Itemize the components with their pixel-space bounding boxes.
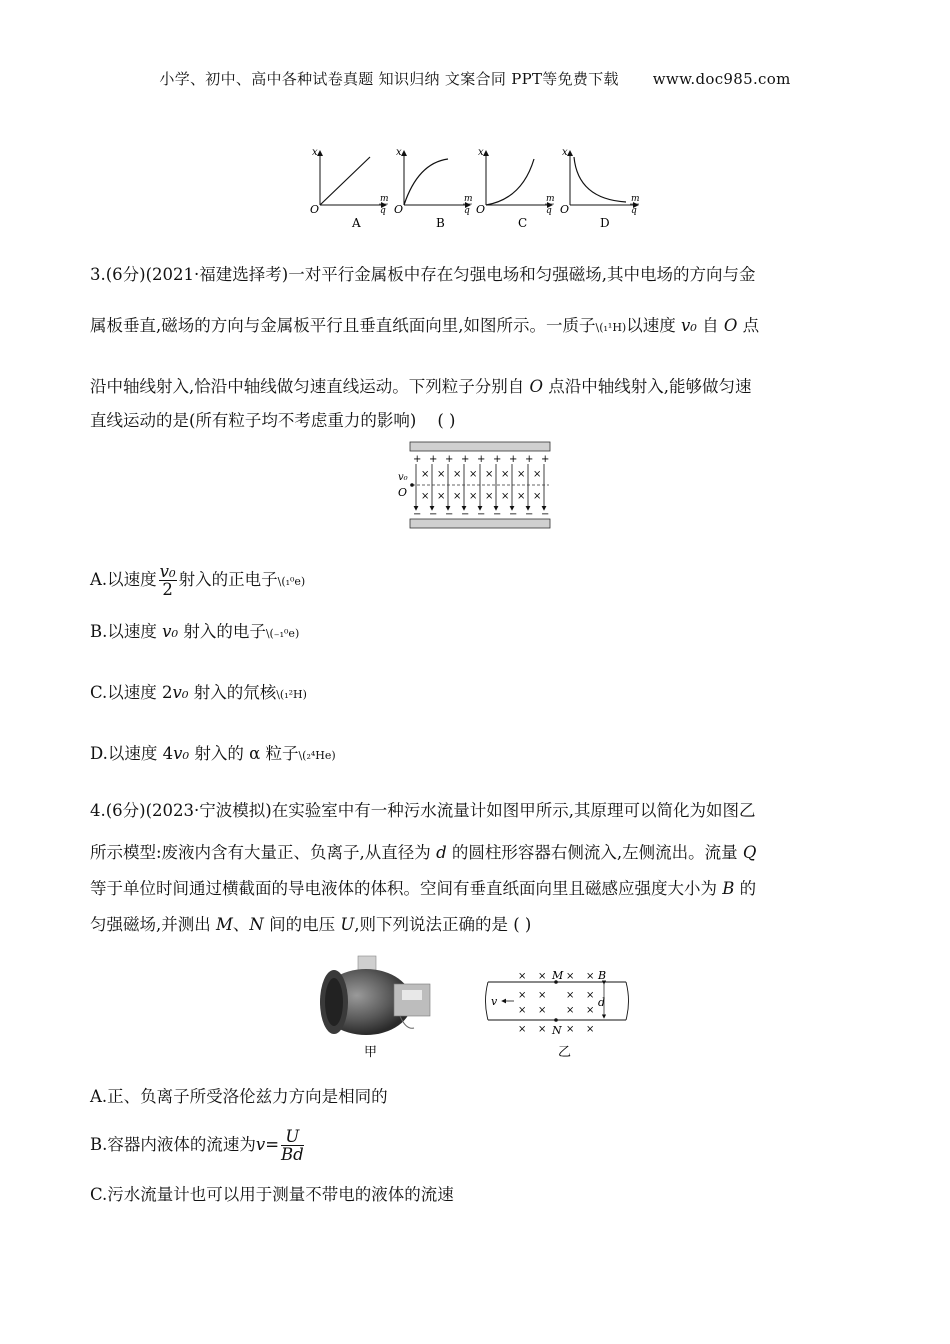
point-n xyxy=(554,1018,558,1022)
q4-option-b[interactable]: B.容器内液体的流速为v= $\frac{U}{Bd}$ xyxy=(90,1127,304,1164)
q4-option-c[interactable]: C.污水流量计也可以用于测量不带电的液体的流速 xyxy=(90,1185,454,1204)
q3-answer-bracket: ( ) xyxy=(437,411,456,430)
cross-mark: × xyxy=(586,990,595,1001)
q4-line-3: 等于单位时间通过横截面的导电液体的体积。空间有垂直纸面向里且磁感应强度大小为 B 的 xyxy=(90,879,757,898)
graph-a-ylabel: x xyxy=(312,147,318,158)
graph-c-curve xyxy=(486,159,534,205)
graph-a-origin: O xyxy=(310,203,320,216)
cross-mark: × xyxy=(533,491,542,502)
plus-sign: + xyxy=(445,454,454,465)
plus-sign: + xyxy=(477,454,486,465)
minus-sign: − xyxy=(541,509,550,520)
answer-graphs-figure xyxy=(300,145,660,235)
q4-line-1: 4.(6分)(2023·宁波模拟)在实验室中有一种污水流量计如图甲所示,其原理可以简化为如图乙 xyxy=(90,801,756,820)
cross-mark: × xyxy=(586,1005,595,1016)
point-o xyxy=(410,483,414,487)
cross-mark: × xyxy=(586,971,595,982)
cross-mark: × xyxy=(566,1005,575,1016)
graph-d-label: D xyxy=(600,216,610,230)
svg-text:m: m xyxy=(464,194,473,204)
cross-mark: × xyxy=(518,1024,527,1035)
svg-text:O: O xyxy=(476,203,486,216)
page-header xyxy=(0,68,950,89)
cross-mark: × xyxy=(437,469,446,480)
cross-mark: × xyxy=(453,491,462,502)
plus-sign: + xyxy=(509,454,518,465)
q4-line-2: 所示模型:废液内含有大量正、负离子,从直径为 d 的圆柱形容器右侧流入,左侧流出。流量 Q xyxy=(90,843,757,862)
cross-mark: × xyxy=(538,1024,547,1035)
cross-mark: × xyxy=(421,469,430,480)
fig-o-label: O xyxy=(398,486,408,499)
cross-mark: × xyxy=(566,1024,575,1035)
q3-line-3: 沿中轴线射入,恰沿中轴线做匀速直线运动。下列粒子分别自 O 点沿中轴线射入,能够做匀速 xyxy=(90,377,752,396)
minus-sign: − xyxy=(525,509,534,520)
fig-m-label: M xyxy=(552,969,564,982)
cross-mark: × xyxy=(533,469,542,480)
fig-v0-label: v₀ xyxy=(398,472,408,483)
option-a-fraction: $\frac{\text{v₀}}{2}$ xyxy=(159,562,176,599)
svg-text:m: m xyxy=(546,194,555,204)
cross-mark: × xyxy=(566,990,575,1001)
q4-line-4: 匀强磁场,并测出 M、N 间的电压 U,则下列说法正确的是 ( ) xyxy=(90,915,532,934)
graph-a-label: A xyxy=(352,216,361,230)
fig-d-label: d xyxy=(598,996,606,1009)
cross-mark: × xyxy=(538,990,547,1001)
graph-d xyxy=(560,147,640,230)
plus-sign: + xyxy=(413,454,422,465)
svg-text:x: x xyxy=(478,147,484,158)
q4-option-a[interactable]: A.正、负离子所受洛伦兹力方向是相同的 xyxy=(90,1087,388,1106)
q3-option-c[interactable]: C.以速度 2v₀ 射入的氘核\(₁²H) xyxy=(90,683,307,702)
cross-mark: × xyxy=(517,469,526,480)
cross-mark: × xyxy=(518,990,527,1001)
minus-sign: − xyxy=(413,509,422,520)
minus-sign: − xyxy=(429,509,438,520)
cross-mark: × xyxy=(501,469,510,480)
graph-d-curve xyxy=(574,157,626,202)
q3-line-1: 3.(6分)(2021·福建选择考)一对平行金属板中存在匀强电场和匀强磁场,其中电场的方向与金 xyxy=(90,265,756,284)
plus-sign: + xyxy=(493,454,502,465)
plus-sign: + xyxy=(461,454,470,465)
fig-n-label: N xyxy=(552,1024,562,1037)
graph-c-label: C xyxy=(518,216,528,230)
cross-mark: × xyxy=(469,491,478,502)
cross-mark: × xyxy=(421,491,430,502)
cross-mark: × xyxy=(437,491,446,502)
svg-text:x: x xyxy=(562,147,568,158)
graph-b-label: B xyxy=(436,216,445,230)
svg-text:x: x xyxy=(396,147,402,158)
svg-text:q: q xyxy=(464,206,470,216)
graph-a xyxy=(310,147,389,230)
fig-v-label: v xyxy=(491,995,498,1008)
q3-line-2: 属板垂直,磁场的方向与金属板平行且垂直纸面向里,如图所示。一质子\(₁¹H)以速度 v₀ 自 O 点 xyxy=(90,316,760,335)
svg-text:q: q xyxy=(380,206,386,216)
cross-mark: × xyxy=(586,1024,595,1035)
fig-b-label: B xyxy=(598,969,607,982)
flow-meter-photo xyxy=(310,950,440,1060)
q3-option-d[interactable]: D.以速度 4v₀ 射入的 α 粒子\(₂⁴He) xyxy=(90,744,336,763)
plus-sign: + xyxy=(541,454,550,465)
header-text: 小学、初中、高中各种试卷真题 知识归纳 文案合同 PPT等免费下载 xyxy=(159,70,619,88)
cross-mark: × xyxy=(518,971,527,982)
cross-mark: × xyxy=(566,971,575,982)
svg-text:q: q xyxy=(546,206,552,216)
option-b-fraction: $\frac{U}{Bd}$ xyxy=(281,1127,304,1164)
cross-mark: × xyxy=(469,469,478,480)
svg-text:m: m xyxy=(380,194,389,204)
bottom-plate xyxy=(410,519,550,528)
svg-text:O: O xyxy=(394,203,404,216)
minus-sign: − xyxy=(445,509,454,520)
minus-sign: − xyxy=(493,509,502,520)
svg-text:O: O xyxy=(560,203,570,216)
minus-sign: − xyxy=(509,509,518,520)
svg-text:m: m xyxy=(631,194,640,204)
minus-sign: − xyxy=(477,509,486,520)
cross-mark: × xyxy=(517,491,526,502)
q3-line-4: 直线运动的是(所有粒子均不考虑重力的影响) ( ) xyxy=(90,411,456,430)
minus-sign: − xyxy=(461,509,470,520)
pipe-field-diagram xyxy=(482,968,632,1063)
cross-mark: × xyxy=(485,491,494,502)
header-url[interactable]: www.doc985.com xyxy=(652,70,791,88)
cross-mark: × xyxy=(485,469,494,480)
cross-mark: × xyxy=(453,469,462,480)
cross-mark: × xyxy=(518,1005,527,1016)
fig-yi-label: 乙 xyxy=(558,1045,572,1060)
plus-sign: + xyxy=(525,454,534,465)
q4-answer-bracket: ( ) xyxy=(513,915,532,934)
top-plate xyxy=(410,442,550,451)
cross-mark: × xyxy=(501,491,510,502)
graph-b xyxy=(394,147,473,230)
graph-c xyxy=(476,147,555,230)
svg-text:q: q xyxy=(631,206,637,216)
cross-mark: × xyxy=(538,971,547,982)
q3-plates-figure xyxy=(392,440,557,532)
cross-mark: × xyxy=(538,1005,547,1016)
graph-a-curve xyxy=(320,157,370,205)
q3-figure-marks xyxy=(413,454,549,520)
q3-option-a[interactable]: A.以速度 $\frac{\text{v₀}}{2}$ 射入的正电子\(₁⁰e) xyxy=(90,562,306,599)
q3-option-b[interactable]: B.以速度 v₀ 射入的电子\(₋₁⁰e) xyxy=(90,622,300,641)
fig-jia-label: 甲 xyxy=(364,1045,378,1060)
plus-sign: + xyxy=(429,454,438,465)
graph-b-curve xyxy=(404,159,448,205)
